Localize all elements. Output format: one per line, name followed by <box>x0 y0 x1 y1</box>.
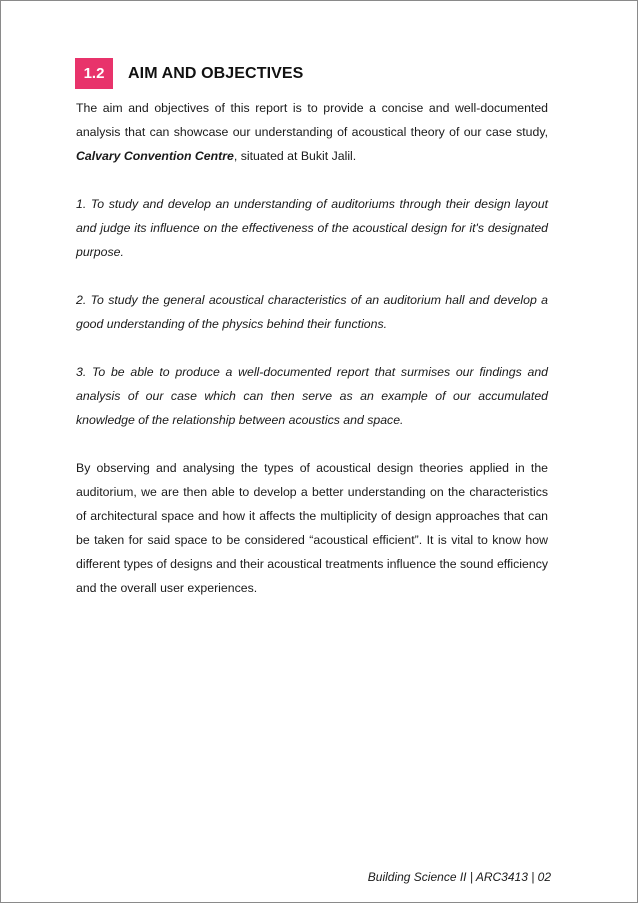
intro-text-end: , situated at Bukit Jalil. <box>233 149 357 163</box>
section-number-badge: 1.2 <box>75 58 113 89</box>
objective-1: 1. To study and develop an understanding of auditoriums through their design layout and judge its influence on the effectiveness of the acoustical design for it's designated purpose. <box>76 197 548 259</box>
case-study-name: Calvary Convention Centre <box>76 149 234 163</box>
objective-3: 3. To be able to produce a well-documented report that surmises our findings and analysis of our case which can then serve as an example of our accumulated knowledge of the relationship between acoustics and space. <box>76 365 548 427</box>
section-header <box>75 58 303 89</box>
intro-paragraph <box>76 96 548 168</box>
objective-2: 2. To study the general acoustical characteristics of an auditorium hall and develop a good understanding of the physics behind their functions. <box>76 293 548 331</box>
body-content <box>76 96 548 624</box>
section-title: AIM AND OBJECTIVES <box>128 64 304 82</box>
page-footer: Building Science II | ARC3413 | 02 <box>367 870 551 884</box>
conclusion-paragraph: By observing and analysing the types of acoustical design theories applied in the auditorium, we are then able to develop a better understanding on the characteristics of architectural space and how it affects the multiplicity of design approaches that can be taken for said space to be considered “acoustical efficient”. It is vital to know how different types of designs and their acoustical treatments influence the sound efficiency and the overall user experiences. <box>76 461 548 595</box>
intro-text: The aim and objectives of this report is to provide a concise and well-documented analysis that can showcase our understanding of acoustical theory of our case study, <box>76 101 548 139</box>
